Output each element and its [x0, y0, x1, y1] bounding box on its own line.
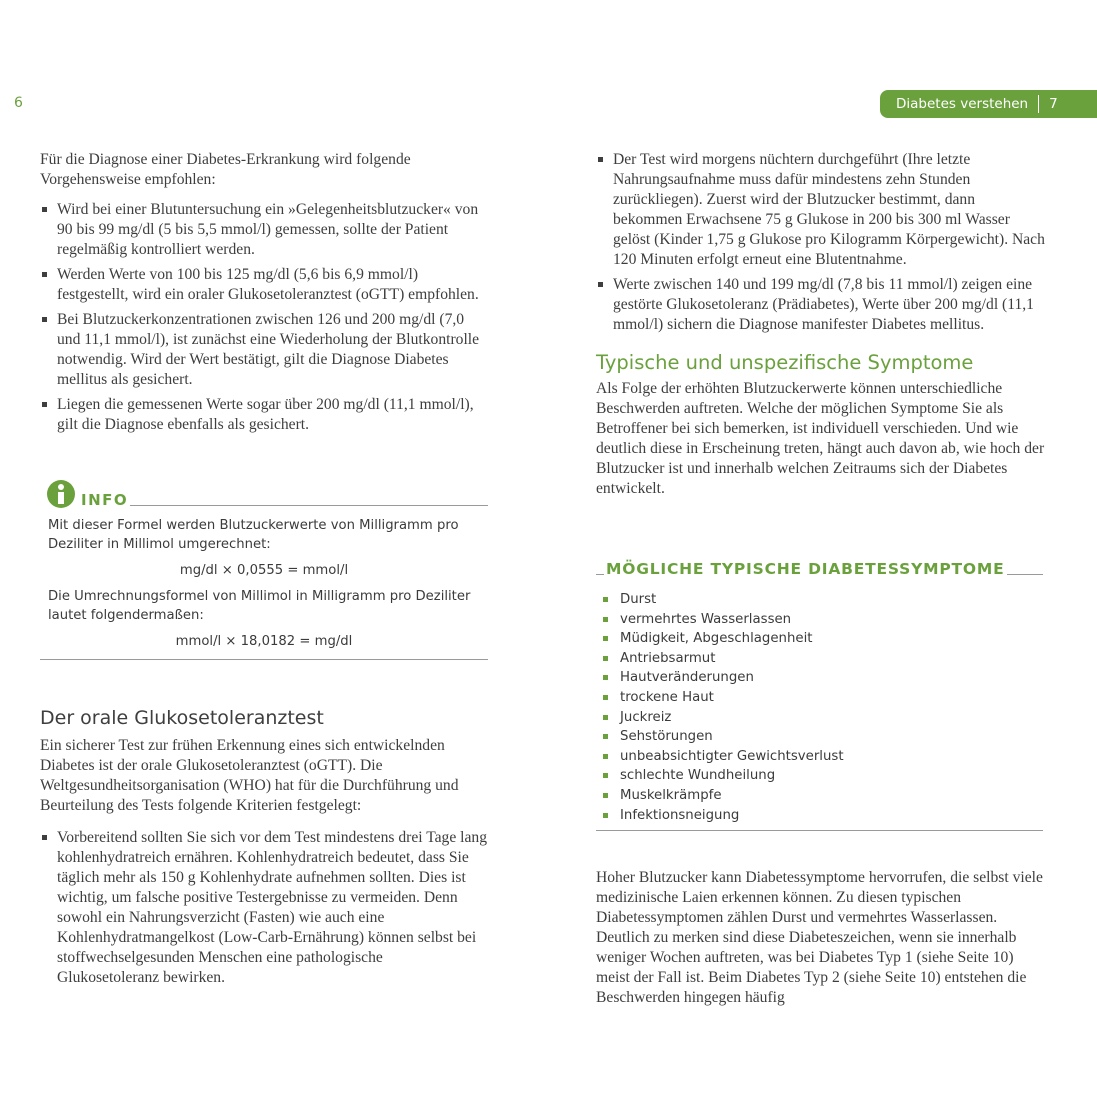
list-item: Der Test wird morgens nüchtern durchgeführt (Ihre letzte Nahrungsaufnahme muss dafür mindestens zehn Stunden zurückliegen). Zuerst wird der Blutzucker bestimmt, dann bekommen Erwachsene 75 g Glukose in 200 bis 300 ml Wasser gelöst (Kinder 1,75 g Glukose pro Kilogramm Körpergewicht). Nach 120 Minuten erfolgt erneut eine Blutentnahme. [596, 150, 1046, 270]
info-label: INFO [81, 491, 129, 509]
list-item: Werden Werte von 100 bis 125 mg/dl (5,6 bis 6,9 mmol/l) festgestellt, wird ein oraler Glukosetoleranztest (oGTT) empfohlen. [40, 265, 488, 305]
formula-mmol-to-mgdl: mmol/l × 18,0182 = mg/dl [175, 634, 353, 649]
list-item: vermehrtes Wasserlassen [603, 610, 1043, 630]
list-item: Hautveränderungen [603, 668, 1043, 688]
ogtt-heading: Der orale Glukosetoleranztest [40, 707, 324, 729]
list-item: Muskelkrämpfe [603, 786, 1043, 806]
formula-mgdl-to-mmol: mg/dl × 0,0555 = mmol/l [179, 563, 349, 578]
list-item: Wird bei einer Blutuntersuchung ein »Gelegenheitsblutzucker« von 90 bis 99 mg/dl (5 bis 5,5 mmol/l) gemessen, sollte der Patient regelmäßig kontrolliert werden. [40, 200, 488, 260]
list-item: Vorbereitend sollten Sie sich vor dem Test mindestens drei Tage lang kohlenhydratreich ernähren. Kohlenhydratreich bedeutet, dass Sie täglich mehr als 150 g Kohlenhydrate aufnehmen sollten. Dies ist wichtig, um falsche positive Testergebnisse zu vermeiden. Denn sowohl ein Nahrungsverzicht (Fasten) wie auch eine Kohlenhydratmangelkost (Low-Carb-Ernährung) können selbst bei stoffwechselgesunden Menschen eine pathologische Glukosetoleranz bewirken. [40, 828, 488, 988]
running-header-title: Diabetes verstehen [896, 96, 1029, 112]
symptoms-box-title: MÖGLICHE TYPISCHE DIABETESSYMPTOME [606, 560, 1005, 578]
right-column-bottom [596, 868, 1046, 1008]
header-separator [1038, 95, 1039, 113]
list-item: Antriebsarmut [603, 649, 1043, 669]
divider [130, 505, 488, 506]
symptoms-heading: Typische und unspezifische Symptome [596, 351, 974, 374]
divider [1007, 574, 1043, 575]
list-item: Bei Blutzuckerkonzentrationen zwischen 126 und 200 mg/dl (7,0 und 11,1 mmol/l), ist zunächst eine Wiederholung der Blutkontrolle notwendig. Wird der Wert bestätigt, gilt die Diagnose Diabetes mellitus als gesichert. [40, 310, 488, 390]
symptoms-paragraph: Als Folge der erhöhten Blutzuckerwerte können unterschiedliche Beschwerden auftreten. Welche der möglichen Symptome Sie als Betroffener bei sich bemerken, ist individuell verschieden. Und wie deutlich diese in Erscheinung treten, hängt auch davon ab, wie hoch der Blutzucker ist und innerhalb welchen Zeitraums sich der Diabetes entwickelt. [596, 380, 1045, 497]
list-item: schlechte Wundheilung [603, 766, 1043, 786]
left-column-bottom [40, 708, 488, 993]
left-column-top [40, 150, 488, 440]
list-item: Müdigkeit, Abgeschlagenheit [603, 629, 1043, 649]
symptoms-box [596, 560, 1043, 831]
closing-paragraph: Hoher Blutzucker kann Diabetessymptome hervorrufen, die selbst viele medizinische Laien erkennen können. Zu diesen typischen Diabetessymptomen zählen Durst und vermehrtes Wasserlassen. Deutlich zu merken sind diese Diabeteszeichen, wenn sie innerhalb weniger Wochen auftreten, was bei Diabetes Typ 1 (siehe Seite 10) meist der Fall ist. Beim Diabetes Typ 2 (siehe Seite 10) entstehen die Beschwerden hingegen häufig [596, 869, 1043, 1006]
info-text-2: Die Umrechnungsformel von Millimol in Milligramm pro Deziliter lautet folgendermaßen: [48, 589, 471, 623]
ogtt-list [40, 828, 488, 988]
list-item: Liegen die gemessenen Werte sogar über 200 mg/dl (11,1 mmol/l), gilt die Diagnose ebenfalls als gesichert. [40, 395, 488, 435]
ogtt-paragraph: Ein sicherer Test zur frühen Erkennung eines sich entwickelnden Diabetes ist der orale Glukosetoleranztest (oGTT). Die Weltgesundheitsorganisation (WHO) hat für die Durchführung und Beurteilung des Tests folgende Kriterien festgelegt: [40, 737, 459, 814]
ogtt-procedure-list [596, 150, 1046, 335]
page-number-right: 7 [1049, 96, 1058, 112]
divider [596, 830, 1043, 831]
list-item: Werte zwischen 140 und 199 mg/dl (7,8 bis 11 mmol/l) zeigen eine gestörte Glukosetoleranz (Prädiabetes), Werte über 200 mg/dl (11,1 mmol/l) sichern die Diagnose manifester Diabetes mellitus. [596, 275, 1046, 335]
page-number-left: 6 [14, 95, 23, 111]
list-item: Juckreiz [603, 708, 1043, 728]
list-item: Sehstörungen [603, 727, 1043, 747]
diagnosis-intro: Für die Diagnose einer Diabetes-Erkrankung wird folgende Vorgehensweise empfohlen: [40, 151, 411, 188]
right-column-top [596, 150, 1046, 499]
symptoms-list [596, 590, 1043, 825]
info-box [40, 478, 488, 660]
list-item: Durst [603, 590, 1043, 610]
info-text-1: Mit dieser Formel werden Blutzuckerwerte von Milligramm pro Deziliter in Millimol umgerechnet: [48, 518, 459, 552]
list-item: Infektionsneigung [603, 806, 1043, 826]
diagnosis-list [40, 200, 488, 435]
info-icon [47, 480, 75, 508]
running-header-tab [880, 90, 1097, 118]
info-header [40, 478, 488, 508]
list-item: unbeabsichtigter Gewichtsverlust [603, 747, 1043, 767]
divider [596, 574, 604, 575]
list-item: trockene Haut [603, 688, 1043, 708]
divider [40, 659, 488, 660]
symptoms-box-header [596, 560, 1043, 578]
info-body [40, 508, 488, 651]
